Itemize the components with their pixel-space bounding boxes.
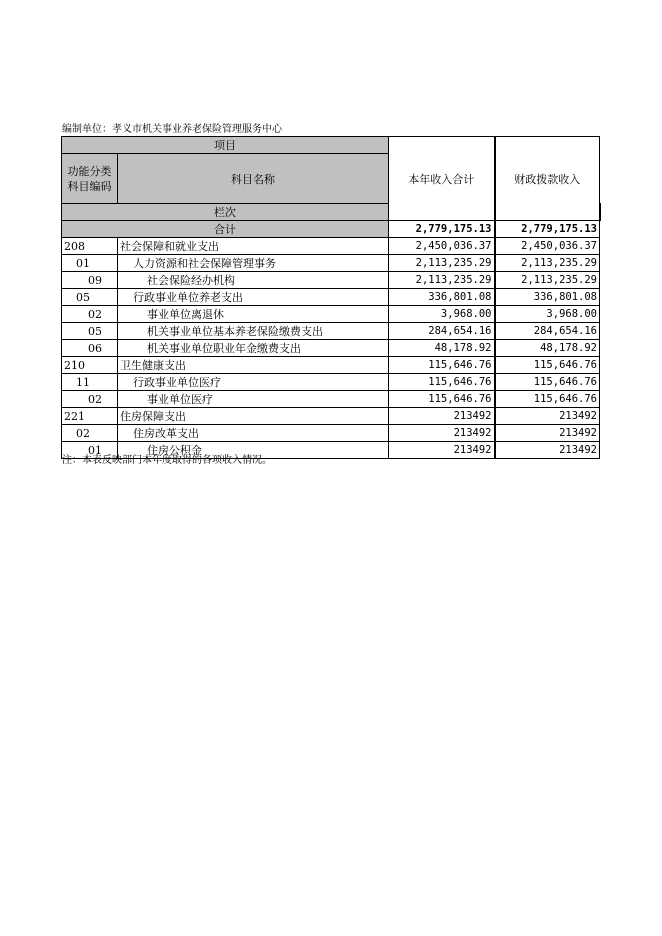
row-code: 11	[62, 374, 118, 391]
table-row	[62, 238, 600, 255]
footnote: 注：本表反映部门本年度取得的各项收入情况。	[62, 455, 272, 466]
row-index-label: 栏次	[62, 204, 389, 221]
row-fiscal: 2,113,235.29	[495, 272, 600, 289]
total-income-header: 本年收入合计	[389, 137, 495, 221]
row-fiscal: 284,654.16	[495, 323, 600, 340]
table-row	[62, 374, 600, 391]
row-fiscal: 115,646.76	[495, 357, 600, 374]
table-row	[62, 425, 600, 442]
row-code: 05	[62, 323, 118, 340]
row-name: 住房公积金	[118, 442, 389, 459]
row-total: 213492	[389, 442, 495, 459]
table-row	[62, 340, 600, 357]
table-row	[62, 306, 600, 323]
row-name: 住房保障支出	[118, 408, 389, 425]
row-fiscal: 213492	[495, 425, 600, 442]
row-code: 01	[62, 255, 118, 272]
row-total: 115,646.76	[389, 357, 495, 374]
total-income-sum: 2,779,175.13	[389, 221, 495, 238]
row-code: 208	[62, 238, 118, 255]
row-fiscal: 336,801.08	[495, 289, 600, 306]
row-fiscal: 213492	[495, 442, 600, 459]
total-row	[62, 221, 600, 238]
row-code: 06	[62, 340, 118, 357]
row-fiscal: 213492	[495, 408, 600, 425]
income-table	[61, 136, 600, 459]
table-row	[62, 391, 600, 408]
row-code: 221	[62, 408, 118, 425]
table-row	[62, 272, 600, 289]
row-total: 3,968.00	[389, 306, 495, 323]
table-row	[62, 357, 600, 374]
row-total: 213492	[389, 408, 495, 425]
row-name: 卫生健康支出	[118, 357, 389, 374]
row-total: 115,646.76	[389, 374, 495, 391]
table-row	[62, 323, 600, 340]
row-total: 48,178.92	[389, 340, 495, 357]
row-total: 213492	[389, 425, 495, 442]
total-label: 合计	[62, 221, 389, 238]
row-fiscal: 2,113,235.29	[495, 255, 600, 272]
row-code: 02	[62, 391, 118, 408]
row-name: 事业单位医疗	[118, 391, 389, 408]
unit-name: 孝义市机关事业养老保险管理服务中心	[112, 124, 282, 135]
header-row-project	[62, 137, 600, 154]
row-name: 行政事业单位养老支出	[118, 289, 389, 306]
row-name: 行政事业单位医疗	[118, 374, 389, 391]
table-row	[62, 255, 600, 272]
row-name: 社会保障和就业支出	[118, 238, 389, 255]
row-name: 人力资源和社会保障管理事务	[118, 255, 389, 272]
project-header: 项目	[62, 137, 389, 154]
row-total: 2,113,235.29	[389, 272, 495, 289]
row-code: 05	[62, 289, 118, 306]
code-column-header: 功能分类科目编码	[62, 154, 118, 204]
row-name: 住房改革支出	[118, 425, 389, 442]
unit-label: 编制单位：	[62, 124, 112, 135]
row-fiscal: 2,450,036.37	[495, 238, 600, 255]
fiscal-income-header: 财政拨款收入	[495, 137, 600, 221]
row-code: 210	[62, 357, 118, 374]
row-fiscal: 48,178.92	[495, 340, 600, 357]
row-total: 2,113,235.29	[389, 255, 495, 272]
row-total: 115,646.76	[389, 391, 495, 408]
row-fiscal: 115,646.76	[495, 374, 600, 391]
row-code: 02	[62, 425, 118, 442]
row-total: 2,450,036.37	[389, 238, 495, 255]
compiling-unit	[62, 124, 282, 136]
row-fiscal: 115,646.76	[495, 391, 600, 408]
table-row	[62, 408, 600, 425]
row-fiscal: 3,968.00	[495, 306, 600, 323]
name-column-header: 科目名称	[118, 154, 389, 204]
table-row	[62, 289, 600, 306]
row-name: 机关事业单位基本养老保险缴费支出	[118, 323, 389, 340]
row-code: 09	[62, 272, 118, 289]
row-name: 机关事业单位职业年金缴费支出	[118, 340, 389, 357]
row-total: 284,654.16	[389, 323, 495, 340]
fiscal-income-sum: 2,779,175.13	[495, 221, 600, 238]
row-total: 336,801.08	[389, 289, 495, 306]
row-code: 01	[62, 442, 118, 459]
row-name: 事业单位离退休	[118, 306, 389, 323]
row-code: 02	[62, 306, 118, 323]
row-name: 社会保险经办机构	[118, 272, 389, 289]
